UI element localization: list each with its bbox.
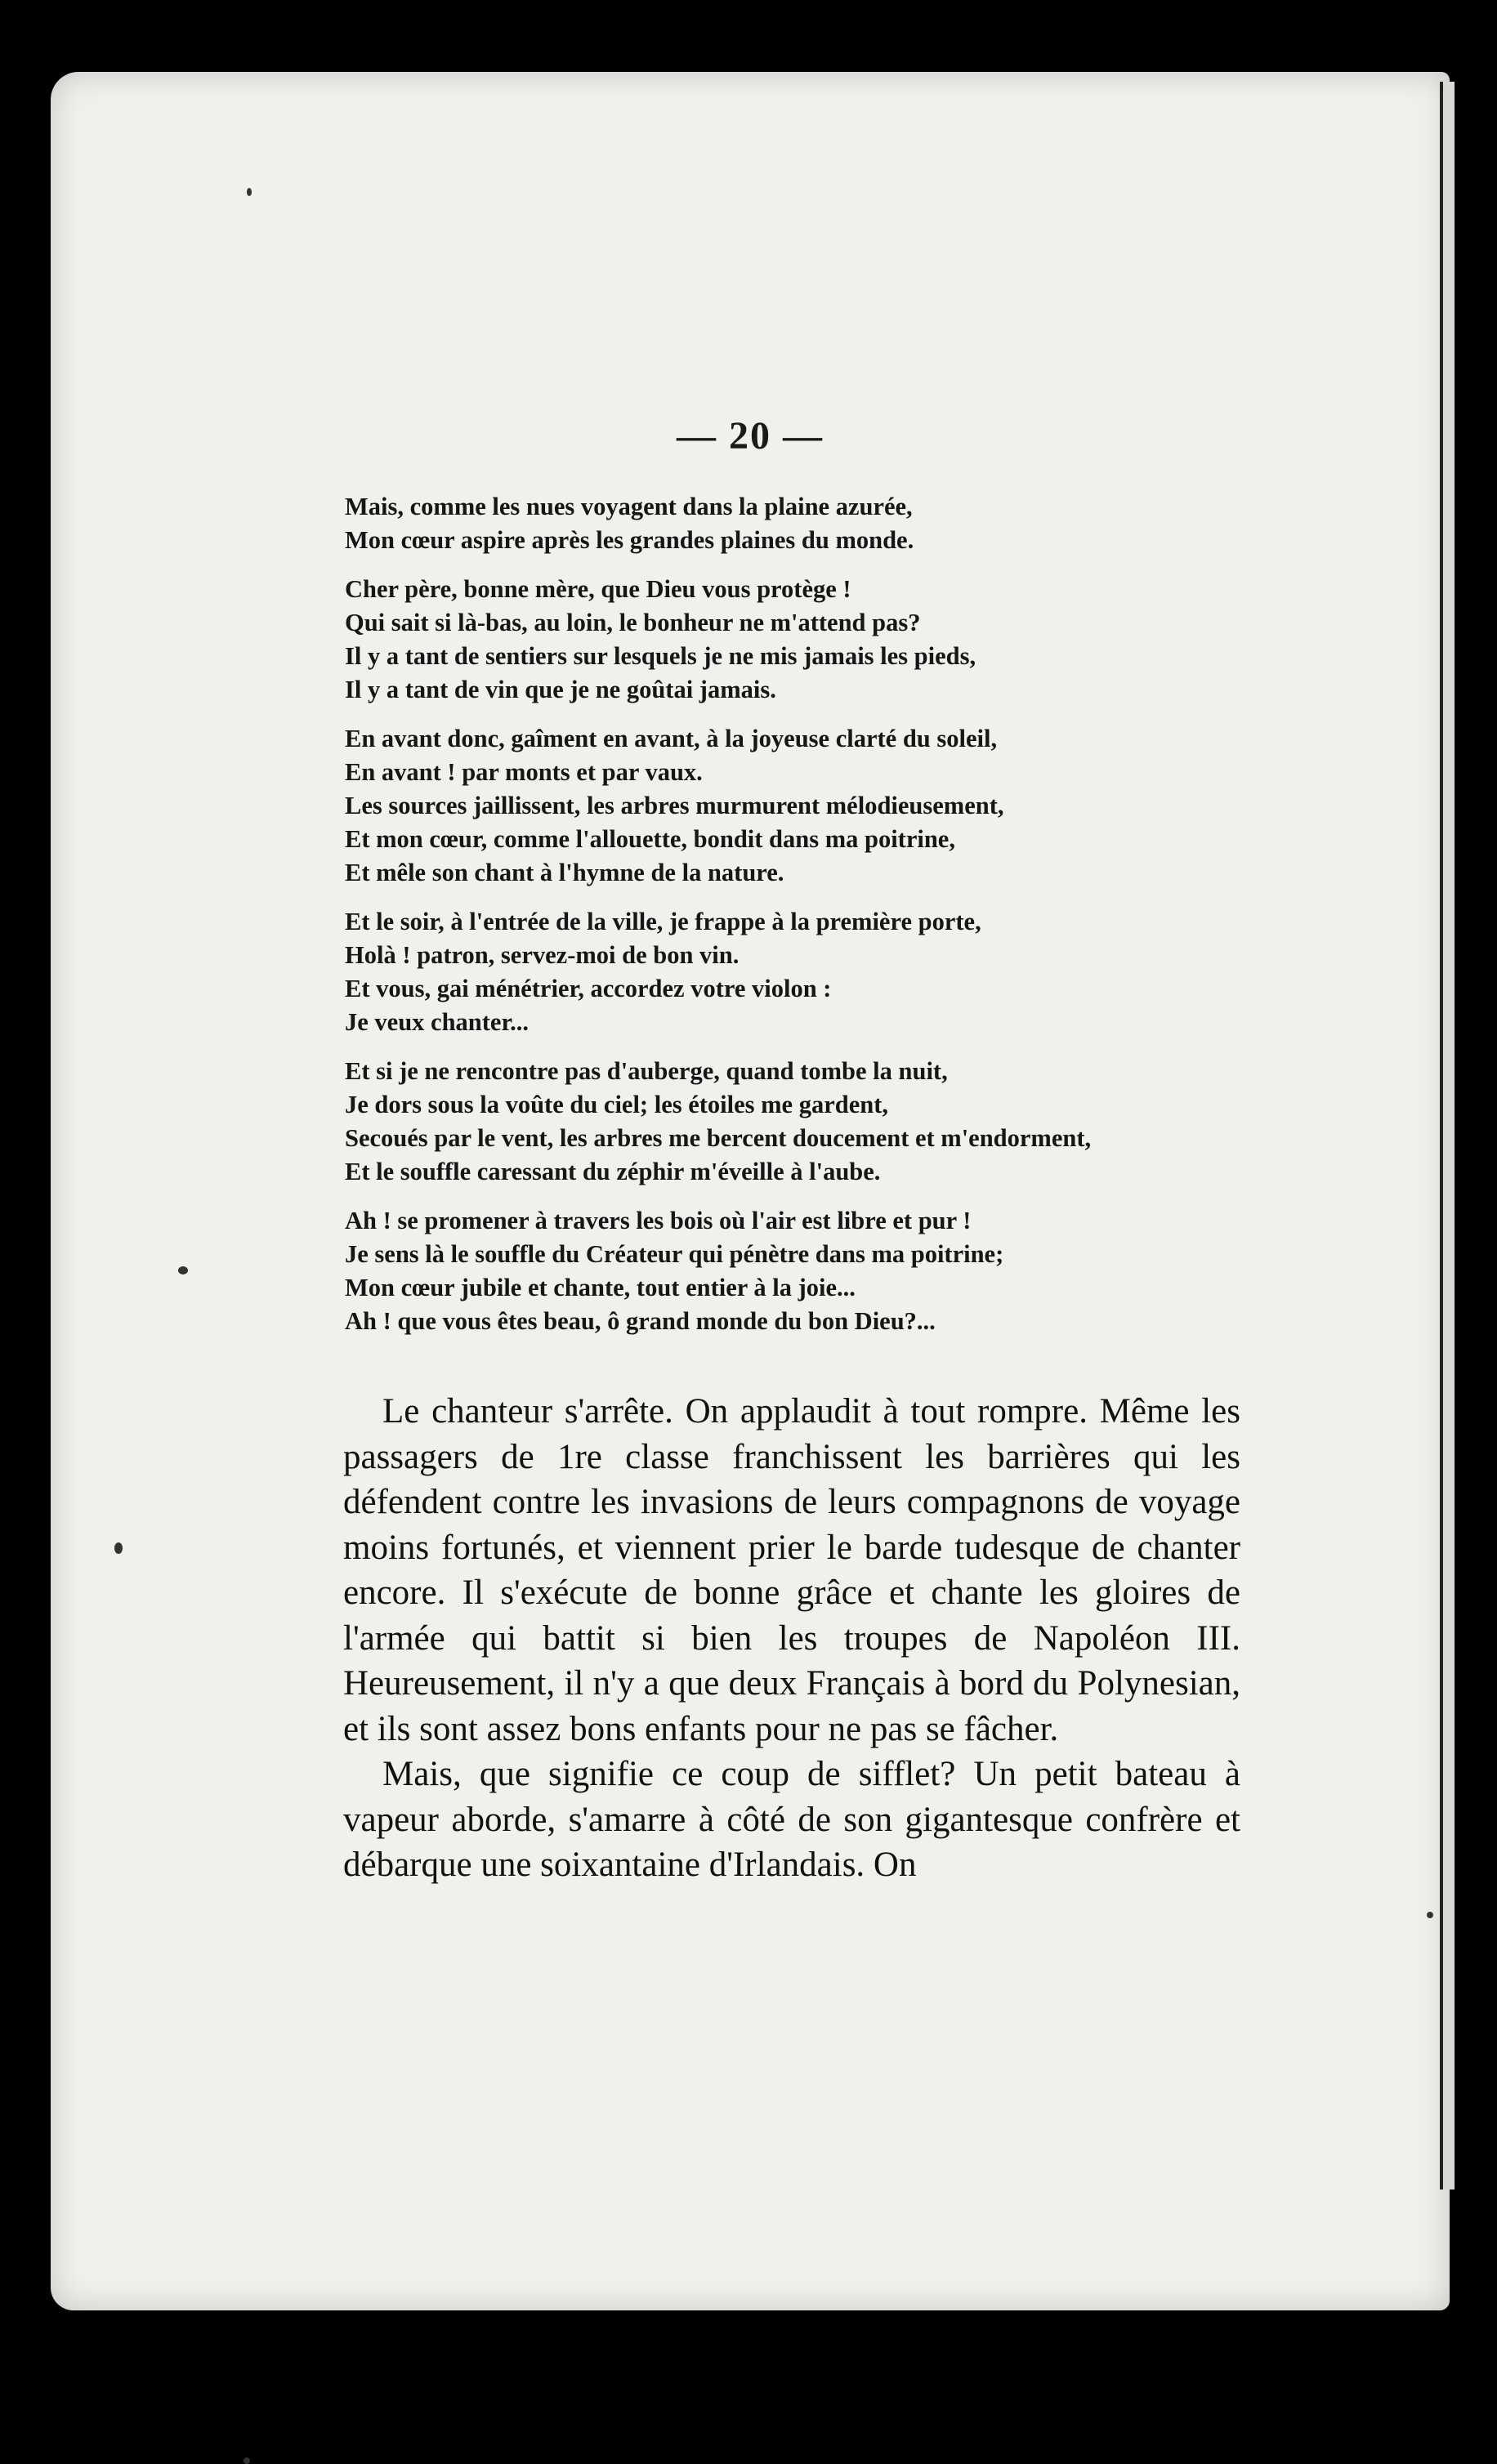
poem-line: Et si je ne rencontre pas d'auberge, quand tombe la nuit, xyxy=(345,1057,948,1085)
poem-line: Il y a tant de sentiers sur lesquels je ne mis jamais les pieds, xyxy=(345,642,976,670)
poem-stanza xyxy=(345,1055,1260,1189)
poem-line: Ah ! que vous êtes beau, ô grand monde du bon Dieu?... xyxy=(345,1307,936,1335)
prose-body xyxy=(343,1389,1240,1888)
poem-line: Et mon cœur, comme l'allouette, bondit dans ma poitrine, xyxy=(345,825,955,853)
ink-speck xyxy=(247,188,252,196)
poem-line: Je sens là le souffle du Créateur qui pénètre dans ma poitrine; xyxy=(345,1240,1004,1268)
poem xyxy=(345,490,1260,1354)
poem-line: Et le souffle caressant du zéphir m'éveille à l'aube. xyxy=(345,1158,881,1185)
poem-line: Les sources jaillissent, les arbres murmurent mélodieusement, xyxy=(345,792,1004,819)
poem-line: Mais, comme les nues voyagent dans la plaine azurée, xyxy=(345,493,913,520)
poem-line: Et mêle son chant à l'hymne de la nature. xyxy=(345,859,784,886)
poem-line: Ah ! se promener à travers les bois où l'air est libre et pur ! xyxy=(345,1207,972,1234)
poem-line: Et vous, gai ménétrier, accordez votre violon : xyxy=(345,975,832,1002)
poem-line: Secoués par le vent, les arbres me bercent doucement et m'endorment, xyxy=(345,1124,1092,1152)
poem-line: Qui sait si là-bas, au loin, le bonheur ne m'attend pas? xyxy=(345,609,921,636)
poem-stanza xyxy=(345,573,1260,707)
book-spine-shadow xyxy=(1455,78,1497,2353)
book-page xyxy=(51,72,1450,2310)
poem-stanza xyxy=(345,722,1260,890)
poem-line: Mon cœur jubile et chante, tout entier à la joie... xyxy=(345,1274,856,1301)
poem-line: Holà ! patron, servez-moi de bon vin. xyxy=(345,941,740,969)
poem-line: Cher père, bonne mère, que Dieu vous protège ! xyxy=(345,575,851,603)
ink-speck xyxy=(1427,1912,1433,1918)
poem-stanza xyxy=(345,1204,1260,1338)
poem-line: En avant donc, gaîment en avant, à la joyeuse clarté du soleil, xyxy=(345,725,998,752)
adjacent-page-edge xyxy=(1440,82,1455,2189)
poem-line: Je dors sous la voûte du ciel; les étoiles me gardent, xyxy=(345,1091,888,1118)
poem-line: Mon cœur aspire après les grandes plaines du monde. xyxy=(345,526,914,554)
ink-speck xyxy=(114,1542,123,1554)
prose-paragraph: Le chanteur s'arrête. On applaudit à tout rompre. Même les passagers de 1re classe franchissent les barrières qui les défendent contre les invasions de leurs compagnons de voyage moins fortunés, et viennent prier le barde tudesque de chanter encore. Il s'exécute de bonne grâce et chante les gloires de l'armée qui battit si bien les troupes de Napoléon III. Heureusement, il n'y a que deux Français à bord du Polynesian, et ils sont assez bons enfants pour ne pas se fâcher. xyxy=(343,1392,1240,1748)
poem-line: En avant ! par monts et par vaux. xyxy=(345,758,703,786)
poem-stanza xyxy=(345,490,1260,557)
poem-stanza xyxy=(345,905,1260,1039)
poem-line: Je veux chanter... xyxy=(345,1008,530,1036)
poem-line: Et le soir, à l'entrée de la ville, je frappe à la première porte, xyxy=(345,908,981,935)
poem-line: Il y a tant de vin que je ne goûtai jamais. xyxy=(345,676,776,703)
ink-speck xyxy=(244,2457,250,2464)
prose-paragraph: Mais, que signifie ce coup de sifflet? Un petit bateau à vapeur aborde, s'amarre à côté de son gigantesque confrère et débarque une soixantaine d'Irlandais. On xyxy=(343,1755,1240,1884)
ink-speck xyxy=(178,1266,188,1274)
page-number: — 20 — xyxy=(677,414,824,458)
